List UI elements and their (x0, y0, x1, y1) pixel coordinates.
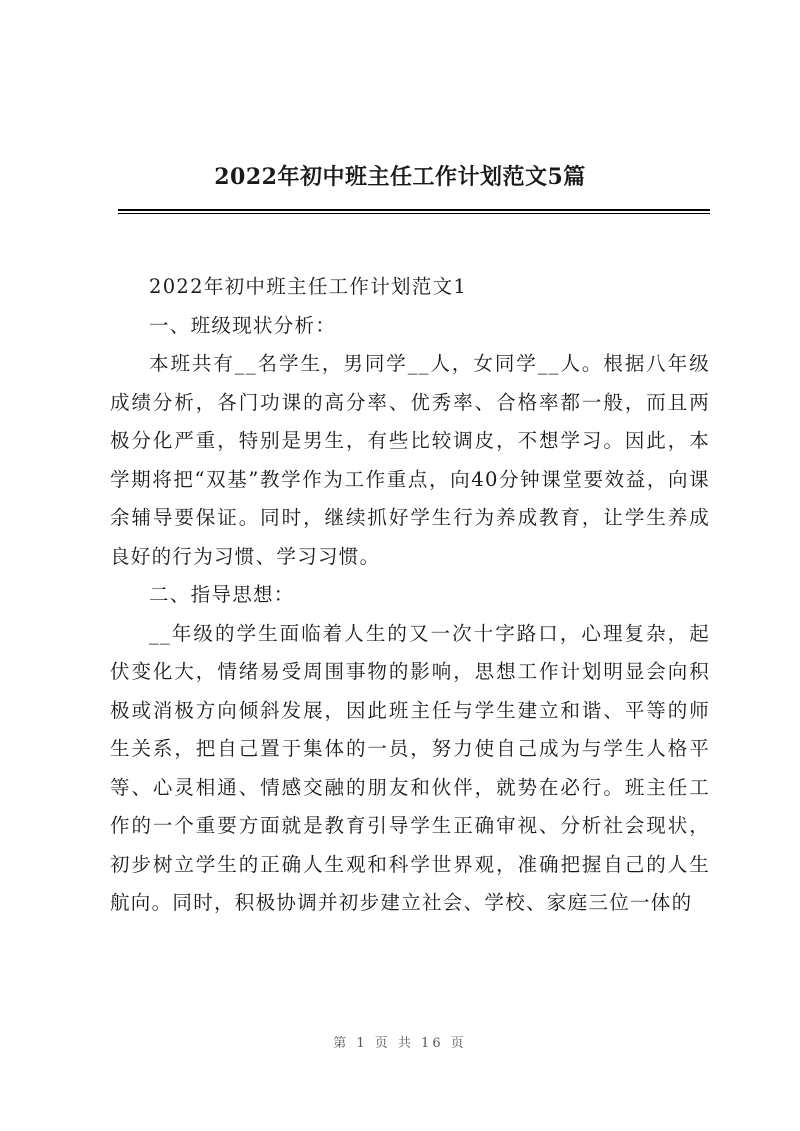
body-paragraph: 本班共有__名学生，男同学__人，女同学__人。根据八年级成绩分析，各门功课的高分率、优秀率、合格率都一般，而且两极分化严重，特别是男生，有些比较调皮，不想学习。因此，本学期将把“双基”教学作为工作重点，向40分钟课堂要效益，向课余辅导要保证。同时，继续抓好学生行为养成教育，让学生养成良好的行为习惯、学习习惯。 (110, 352, 710, 568)
section-heading: 2022年初中班主任工作计划范文1 (149, 275, 468, 298)
title-divider (118, 209, 710, 211)
title-divider-thin (118, 213, 710, 214)
subsection-heading: 二、指导思想： (149, 583, 295, 606)
page-number: 第 1 页 共 16 页 (333, 1036, 467, 1051)
subsection-heading: 一、班级现状分析： (149, 313, 337, 337)
body-paragraph: __年级的学生面临着人生的又一次十字路口，心理复杂，起伏变化大，情绪易受周围事物的影响，思想工作计划明显会向积极或消极方向倾斜发展，因此班主任与学生建立和谐、平等的师生关系，把自己置于集体的一员，努力使自己成为与学生人格平等、心灵相通、情感交融的朋友和伙伴，就势在必行。班主任工作的一个重要方面就是教育引导学生正确审视、分析社会现状，初步树立学生的正确人生观和科学世界观，准确把握自己的人生航向。同时，积极协调并初步建立社会、学校、家庭三位一体的 (110, 621, 710, 914)
document-title: 2022年初中班主任工作计划范文5篇 (214, 164, 586, 190)
document-body (110, 268, 710, 923)
